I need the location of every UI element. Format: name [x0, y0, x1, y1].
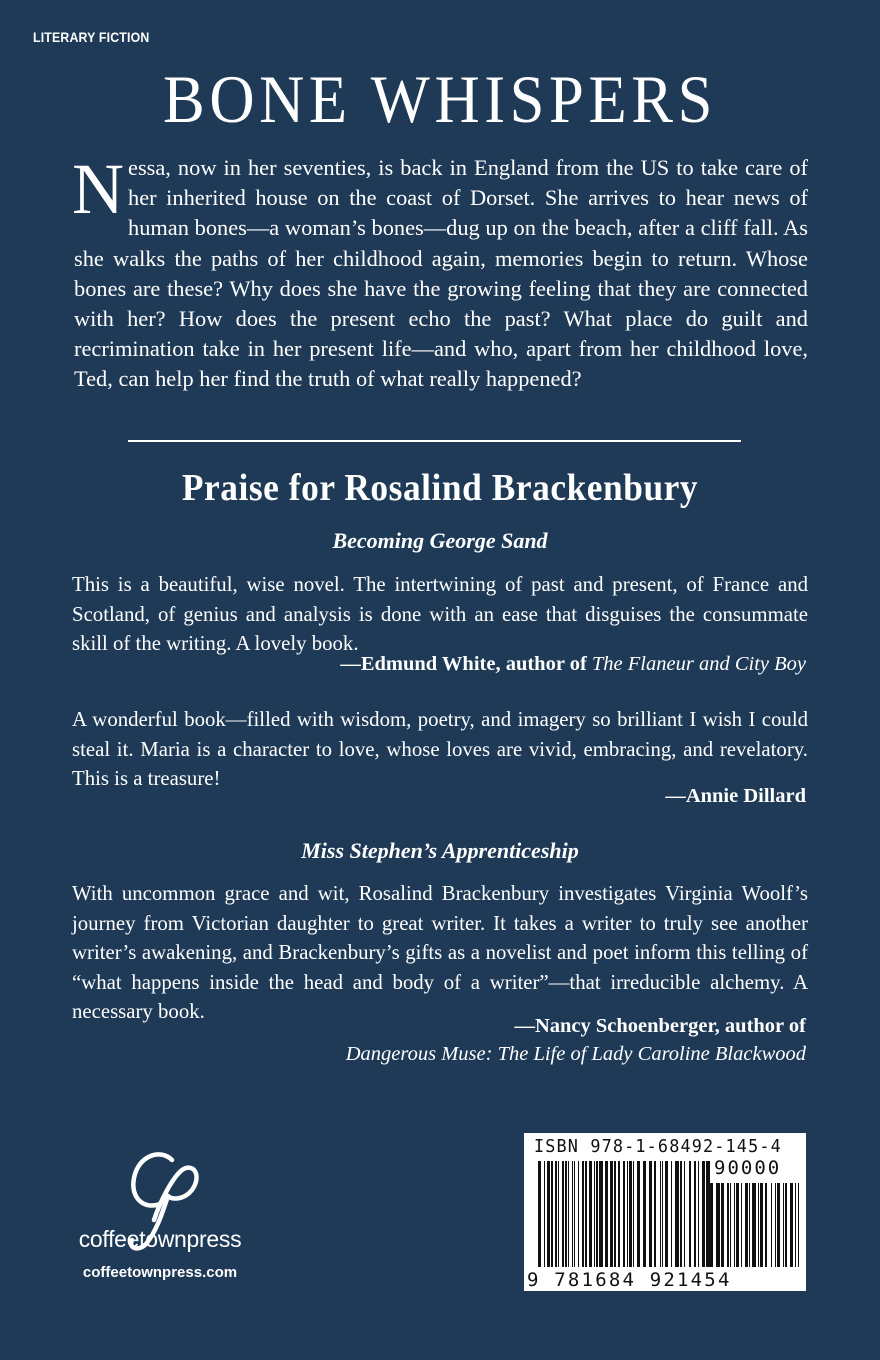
barcode-bar: [783, 1183, 784, 1267]
barcode-bar: [736, 1183, 739, 1267]
barcode-bar: [629, 1161, 632, 1267]
barcode-bar: [775, 1183, 776, 1267]
attribution-3-work: Dangerous Muse: The Life of Lady Caroline Blackwood: [345, 1043, 806, 1065]
barcode-bar: [649, 1161, 652, 1267]
barcode-bar: [596, 1161, 598, 1267]
barcode-bar: [785, 1183, 787, 1267]
barcode-bar: [665, 1161, 668, 1267]
barcode-bar: [706, 1161, 710, 1267]
barcode-bar: [760, 1183, 763, 1267]
barcode-bar: [633, 1161, 634, 1267]
barcode-bar: [745, 1183, 748, 1267]
barcode-bar: [795, 1183, 796, 1267]
praised-book-title-1: Becoming George Sand: [332, 528, 548, 553]
barcode-bar: [585, 1161, 587, 1267]
praise-attribution-3: [346, 1012, 806, 1068]
attribution-2-name: —Annie Dillard: [665, 785, 806, 807]
price-code: 90000: [714, 1157, 782, 1179]
barcode-bar: [544, 1161, 545, 1267]
attribution-3-name: —Nancy Schoenberger, author of: [514, 1015, 806, 1037]
barcode-bar: [741, 1183, 742, 1267]
barcode-bar: [547, 1161, 550, 1267]
barcode-bar: [702, 1161, 705, 1267]
genre-label: LITERARY FICTION: [33, 29, 150, 45]
barcode-bar: [555, 1161, 557, 1267]
praise-quote-2: A wonderful book—filled with wisdom, poetry, and imagery so brilliant I wish I could steal it. Maria is a character to love, whose loves are vivid, embracing, and revelatory. This is a treasure!: [72, 708, 808, 790]
blurb-text: essa, now in her seventies, is back in England from the US to take care of her inherited house on the coast of Dorset. She arrives to hear news of human bones—a woman’s bones—dug up on the beach, after a cliff fall. As she walks the paths of her childhood again, memories begin to return. Whose bones are these? Why does she have the growing feeling that they are connected with her? How does the present echo the past? What place do guilt and recrimination take in her present life—and who, apart from her childhood love, Ted, can help her find the truth of what really happened?: [74, 155, 808, 392]
section-divider: [128, 440, 741, 442]
isbn-number: ISBN 978-1-68492-145-4: [534, 1137, 782, 1157]
barcode-bar: [694, 1161, 696, 1267]
barcode-bar: [758, 1183, 759, 1267]
barcode-bar: [765, 1183, 767, 1267]
attribution-1-works: The Flaneur and City Boy: [591, 653, 806, 675]
barcode-bar: [662, 1161, 663, 1267]
publisher-name: coffeetownpress: [78, 1226, 242, 1252]
barcode-bar: [558, 1161, 559, 1267]
barcode-bar: [605, 1161, 608, 1267]
barcode-bar: [538, 1161, 541, 1267]
barcode-bar: [721, 1183, 724, 1267]
barcode-bar: [618, 1161, 620, 1267]
barcode-bar: [568, 1161, 569, 1267]
barcode-bar: [614, 1161, 616, 1267]
book-blurb: [72, 149, 808, 395]
barcode-bar: [572, 1161, 573, 1267]
barcode-bar: [730, 1183, 731, 1267]
barcode-bar: [727, 1183, 729, 1267]
barcode-bar: [771, 1183, 772, 1267]
barcode-bar: [654, 1161, 656, 1267]
barcode-bar: [660, 1161, 661, 1267]
isbn-barcode: [524, 1133, 806, 1291]
barcode-bar: [798, 1183, 799, 1267]
barcode-bar: [777, 1183, 780, 1267]
barcode-bar: [610, 1161, 613, 1267]
praise-quote-1: This is a beautiful, wise novel. The intertwining of past and present, of France and Scotland, of genius and analysis is done with an ease that disguises the consummate skill of the writing. A lovely book.: [72, 573, 808, 655]
barcode-bar: [684, 1161, 685, 1267]
barcode-bar: [643, 1161, 646, 1267]
barcode-bar: [623, 1161, 625, 1267]
publisher-url: coffeetownpress.com: [82, 1264, 238, 1281]
barcode-bar: [599, 1161, 603, 1267]
barcode-bar: [562, 1161, 564, 1267]
barcode-bar: [578, 1161, 579, 1267]
barcode-bar: [675, 1161, 679, 1267]
praise-attribution-2: [665, 782, 806, 810]
book-title: BONE WHISPERS: [162, 61, 717, 137]
barcode-bar: [749, 1183, 750, 1267]
praise-attribution-1: [340, 650, 806, 678]
barcode-bar: [589, 1161, 592, 1267]
barcode-bar: [637, 1161, 640, 1267]
barcode-bar: [752, 1183, 756, 1267]
barcode-bar: [582, 1161, 584, 1267]
barcode-bar: [680, 1161, 682, 1267]
barcode-bar: [565, 1161, 567, 1267]
barcode-bar: [574, 1161, 575, 1267]
barcode-bar: [698, 1161, 699, 1267]
barcode-bar: [734, 1183, 735, 1267]
barcode-bar: [671, 1161, 672, 1267]
praised-book-title-2: Miss Stephen’s Apprenticeship: [301, 838, 579, 863]
barcode-bar: [551, 1161, 553, 1267]
praise-quote-3: With uncommon grace and wit, Rosalind Brackenbury investigates Virginia Woolf’s journey from Victorian daughter to great writer. It takes a writer to truly see another writer’s awakening, and Brackenbury’s gifts as a novelist and poet inform this telling of “what happens inside the head and body of a writer”—that irreducible alchemy. A necessary book.: [72, 882, 808, 1023]
praise-heading: Praise for Rosalind Brackenbury: [181, 467, 699, 509]
ean-digits: 9 781684 921454: [527, 1269, 732, 1291]
barcode-bar: [689, 1161, 691, 1267]
barcode-bar: [594, 1161, 595, 1267]
barcode-bar: [790, 1183, 793, 1267]
attribution-1-name: —Edmund White, author of: [340, 653, 592, 675]
barcode-bar: [716, 1183, 720, 1267]
barcode-bar: [627, 1161, 628, 1267]
blurb-dropcap: N: [72, 149, 124, 229]
barcode-bar: [710, 1183, 713, 1267]
